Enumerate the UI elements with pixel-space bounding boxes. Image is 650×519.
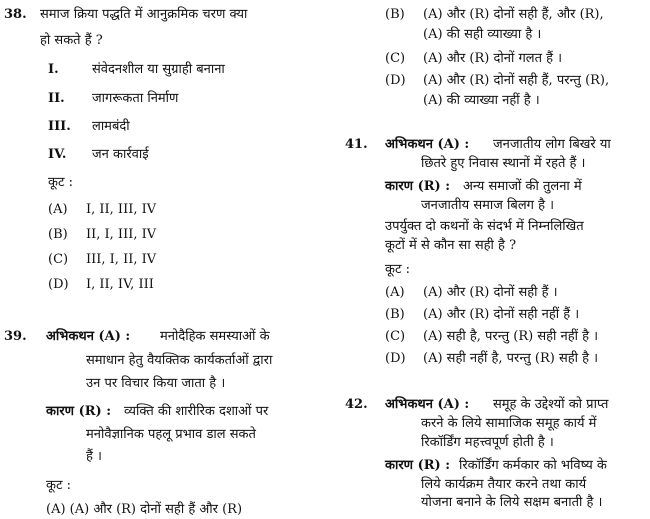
q38-text-line1: समाज क्रिया पद्धति में आनुक्रमिक चरण क्या [40, 7, 248, 22]
q38-option-text: III, I, II, IV [86, 252, 157, 267]
q41-instruction-line1: उपर्युक्त दो कथनों के संदर्भ में निम्नलिखित [385, 219, 584, 234]
q40-option-label: (D) [385, 73, 406, 88]
q38-koot: कूट : [48, 175, 74, 190]
q42-assertion-label: अभिकथन (A) : [385, 397, 470, 412]
q38-item-text: जागरूकता निर्माण [92, 91, 179, 106]
q40-option-line1: (A) और (R) दोनों सही हैं, परन्तु (R), [423, 73, 610, 88]
q38-item-roman: III. [48, 119, 71, 134]
q42-reason-label: कारण (R) : [385, 458, 451, 473]
q38-option-text: I, II, III, IV [86, 202, 157, 217]
q38-item-text: लामबंदी [92, 119, 130, 134]
q41-option-text: (A) और (R) दोनों सही नहीं हैं । [423, 307, 580, 322]
q38-item-roman: IV. [48, 147, 67, 162]
q42-reason-line1: रिकॉर्डिंग कर्मकार को भविष्य के [459, 458, 607, 473]
q38-item-roman: I. [48, 62, 59, 77]
q41-option-label: (B) [385, 307, 405, 322]
q42-assertion-line1: समूह के उद्देश्यों को प्राप्त [493, 397, 609, 412]
q41-instruction-line2: कूटों में से कौन सा सही है ? [385, 238, 517, 253]
q39-koot: कूट : [46, 478, 72, 493]
q41-koot: कूट : [385, 262, 411, 277]
q38-text-line2: हो सकते हैं ? [40, 33, 103, 48]
q39-reason-line3: हैं । [86, 449, 102, 464]
q40-option-line2: (A) की सही व्याख्या है । [423, 27, 542, 42]
q42-reason-line3: योजना बनाने के लिये सक्षम बनाती है । [421, 495, 603, 510]
q41-option-label: (D) [385, 351, 406, 366]
q41-assertion-label: अभिकथन (A) : [385, 137, 470, 152]
q41-reason-label: कारण (R) : [385, 179, 451, 194]
q39-assertion-line1: मनोदैहिक समस्याओं के [160, 329, 270, 344]
q39-reason-line2: मनोवैज्ञानिक पहलू प्रभाव डाल सकते [86, 427, 256, 442]
q39-reason-label: कारण (R) : [46, 404, 112, 419]
q38-item-text: संवेदनशील या सुग्राही बनाना [92, 62, 225, 77]
q38-item-roman: II. [48, 91, 65, 106]
q40-option-label: (B) [385, 7, 405, 22]
q42-reason-line2: लिये कार्यक्रम तैयार करने तथा कार्य [421, 477, 587, 492]
q41-number: 41. [345, 137, 368, 152]
q41-option-label: (C) [385, 329, 406, 344]
q38-option-label: (C) [48, 252, 69, 267]
q41-option-text: (A) सही है, परन्तु (R) सही नहीं है । [423, 329, 599, 344]
q39-number: 39. [4, 329, 27, 344]
q41-option-text: (A) सही नहीं है, परन्तु (R) सही है । [423, 351, 599, 366]
q38-option-label: (D) [48, 277, 69, 292]
q40-option-line1: (A) और (R) दोनों सही हैं, और (R), [423, 7, 604, 22]
q42-assertion-line3: रिकॉर्डिंग महत्त्वपूर्ण होती है । [421, 435, 554, 450]
q40-option-line1: (A) और (R) दोनों गलत हैं । [423, 51, 563, 66]
q41-assertion-line1: जनजातीय लोग बिखरे या [493, 137, 611, 152]
q38-item-text: जन कार्रवाई [92, 147, 149, 162]
q39-assertion-line3: उन पर विचार किया जाता है । [86, 376, 226, 391]
q42-number: 42. [345, 397, 368, 412]
q39-assertion-line2: समाधान हेतु वैयक्तिक कार्यकर्ताओं द्वारा [86, 353, 273, 368]
q39-assertion-label: अभिकथन (A) : [46, 329, 131, 344]
q38-option-label: (A) [48, 202, 68, 217]
q41-option-label: (A) [385, 285, 405, 300]
q39-option-partial: (A) (A) और (R) दोनों सही हैं और (R) [46, 502, 243, 517]
q40-option-line2: (A) की व्याख्या नहीं है । [423, 93, 540, 108]
q41-reason-line2: जनजातीय समाज बिलग है । [421, 198, 555, 213]
q38-number: 38. [4, 7, 27, 22]
q39-reason-line1: व्यक्ति की शारीरिक दशाओं पर [124, 404, 269, 419]
q41-option-text: (A) और (R) दोनों सही हैं । [423, 285, 558, 300]
q38-option-text: I, II, IV, III [86, 277, 154, 292]
q41-assertion-line2: छितरे हुए निवास स्थानों में रहते हैं । [421, 156, 586, 171]
q38-option-text: II, I, III, IV [86, 227, 157, 242]
q40-option-label: (C) [385, 51, 406, 66]
q41-reason-line1: अन्य समाजों की तुलना में [463, 179, 582, 194]
q42-assertion-line2: करने के लिये सामाजिक समूह कार्य में [421, 416, 597, 431]
q38-option-label: (B) [48, 227, 68, 242]
